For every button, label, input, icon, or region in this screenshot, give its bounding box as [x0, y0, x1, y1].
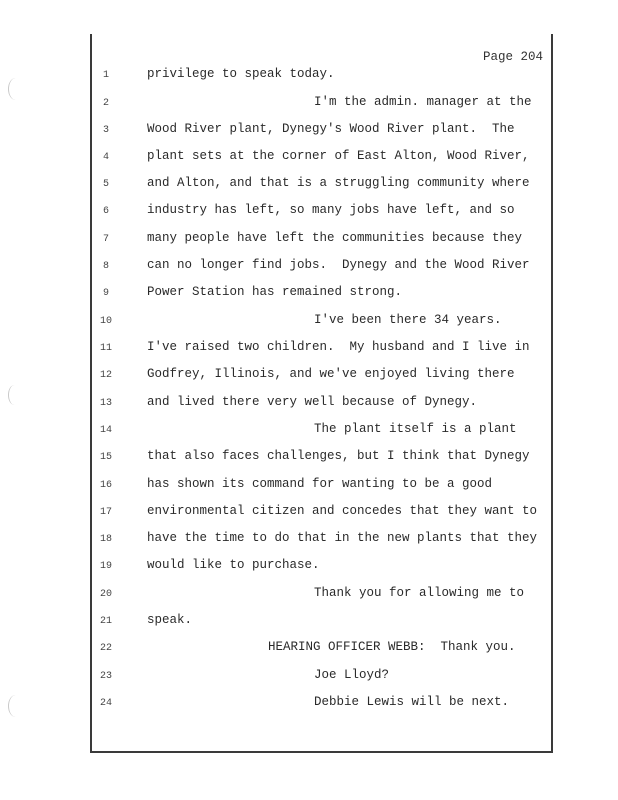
- transcript-line: [0, 258, 618, 278]
- line-text: speak.: [147, 613, 193, 627]
- line-number: 4: [102, 152, 109, 163]
- transcript-line: [0, 285, 618, 305]
- line-number: 16: [99, 480, 112, 491]
- line-number: 20: [99, 589, 112, 600]
- page-number: Page 204: [483, 50, 544, 64]
- line-text: that also faces challenges, but I think that Dynegy: [147, 449, 530, 463]
- line-text: environmental citizen and concedes that they want to: [147, 504, 538, 518]
- line-number: 13: [99, 398, 112, 409]
- line-number: 15: [99, 452, 112, 463]
- line-text: plant sets at the corner of East Alton, Wood River,: [147, 149, 530, 163]
- transcript-line: [0, 422, 618, 442]
- transcript-line: [0, 449, 618, 469]
- line-text: Thank you for allowing me to: [314, 586, 525, 600]
- line-text: can no longer find jobs. Dynegy and the Wood River: [147, 258, 530, 272]
- transcript-line: [0, 95, 618, 115]
- line-text: HEARING OFFICER WEBB: Thank you.: [268, 640, 516, 654]
- line-text: would like to purchase.: [147, 558, 320, 572]
- line-number: 11: [99, 343, 112, 354]
- line-number: 6: [102, 206, 109, 217]
- line-number: 8: [102, 261, 109, 272]
- transcript-line: [0, 613, 618, 633]
- transcript-line: [0, 586, 618, 606]
- line-text: Power Station has remained strong.: [147, 285, 403, 299]
- transcript-line: [0, 67, 618, 87]
- line-text: The plant itself is a plant: [314, 422, 517, 436]
- line-text: have the time to do that in the new plants that they: [147, 531, 538, 545]
- transcript-line: [0, 231, 618, 251]
- line-number: 19: [99, 561, 112, 572]
- line-number: 9: [102, 288, 109, 299]
- line-text: privilege to speak today.: [147, 67, 335, 81]
- transcript-line: [0, 176, 618, 196]
- line-text: and Alton, and that is a struggling community where: [147, 176, 530, 190]
- line-text: I'm the admin. manager at the: [314, 95, 532, 109]
- transcript-line: [0, 149, 618, 169]
- transcript-line: [0, 313, 618, 333]
- transcript-line: [0, 640, 618, 660]
- transcript-line: [0, 504, 618, 524]
- transcript-line: [0, 668, 618, 688]
- transcript-line: [0, 395, 618, 415]
- line-number: 10: [99, 316, 112, 327]
- line-number: 21: [99, 616, 112, 627]
- transcript-line: [0, 531, 618, 551]
- line-number: 5: [102, 179, 109, 190]
- transcript-line: [0, 695, 618, 715]
- line-number: 7: [102, 234, 109, 245]
- line-number: 1: [102, 70, 109, 81]
- line-number: 23: [99, 671, 112, 682]
- line-text: has shown its command for wanting to be a good: [147, 477, 493, 491]
- line-text: I've raised two children. My husband and I live in: [147, 340, 530, 354]
- line-text: Joe Lloyd?: [314, 668, 390, 682]
- line-number: 17: [99, 507, 112, 518]
- transcript-line: [0, 558, 618, 578]
- line-text: industry has left, so many jobs have left, and so: [147, 203, 515, 217]
- line-text: Wood River plant, Dynegy's Wood River plant. The: [147, 122, 515, 136]
- line-number: 12: [99, 370, 112, 381]
- line-number: 18: [99, 534, 112, 545]
- line-text: Godfrey, Illinois, and we've enjoyed living there: [147, 367, 515, 381]
- line-number: 24: [99, 698, 112, 709]
- line-number: 14: [99, 425, 112, 436]
- transcript-line: [0, 203, 618, 223]
- transcript-line: [0, 477, 618, 497]
- transcript-line: [0, 340, 618, 360]
- line-number: 3: [102, 125, 109, 136]
- line-number: 2: [102, 98, 109, 109]
- line-text: and lived there very well because of Dynegy.: [147, 395, 478, 409]
- line-text: Debbie Lewis will be next.: [314, 695, 510, 709]
- line-text: I've been there 34 years.: [314, 313, 502, 327]
- line-text: many people have left the communities because they: [147, 231, 523, 245]
- line-number: 22: [99, 643, 112, 654]
- transcript-line: [0, 367, 618, 387]
- transcript-line: [0, 122, 618, 142]
